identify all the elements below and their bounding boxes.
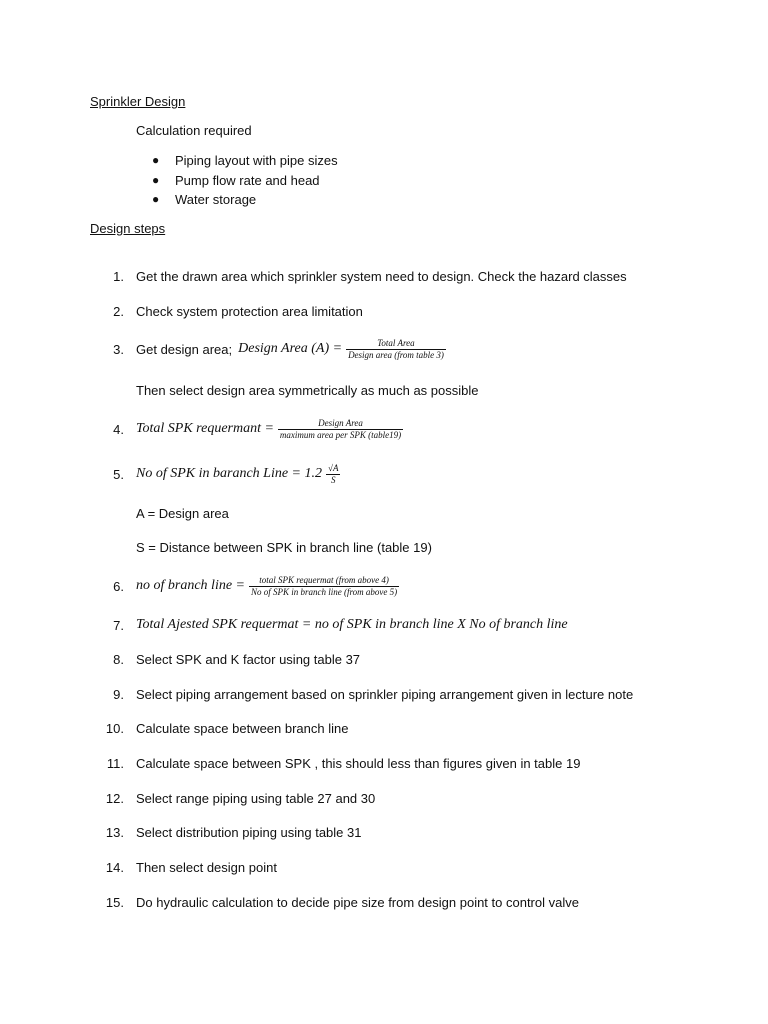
step-text: Select SPK and K factor using table 37 (136, 652, 361, 667)
step-number: 11. (106, 756, 124, 771)
calc-heading: Calculation required (136, 123, 252, 138)
step-text: Calculate space between SPK , this should less than figures given in table 19 (136, 756, 581, 771)
step-text: Check system protection area limitation (136, 304, 363, 319)
step-4-formula (136, 414, 403, 444)
bullet-icon: ● (152, 173, 160, 187)
step-number: 6. (113, 579, 124, 594)
step-text: Get the drawn area which sprinkler system need to design. Check the hazard classes (136, 269, 627, 284)
step-text: Get design area; (136, 341, 233, 357)
step-number: 15. (105, 895, 124, 910)
denominator: S (330, 474, 336, 485)
step-6-formula (136, 571, 399, 601)
fraction (346, 338, 446, 361)
step-text: Calculate space between branch line (136, 721, 349, 736)
formula-lhs: no of branch line = (136, 578, 245, 593)
step-number: 4. (113, 422, 124, 437)
step-number: 2. (113, 304, 124, 319)
step-text: Select distribution piping using table 31 (136, 825, 362, 840)
numerator: total SPK requermat (from above 4) (259, 574, 389, 585)
fraction (278, 418, 403, 441)
bullet-icon: ● (152, 153, 160, 167)
step-number: 8. (113, 652, 124, 667)
step-number: 14. (105, 860, 124, 875)
step-7-formula: Total Ajested SPK requermat = no of SPK in branch line X No of branch line (136, 617, 568, 632)
fraction (249, 575, 399, 598)
step-text: Do hydraulic calculation to decide pipe size from design point to control valve (136, 895, 579, 910)
step-number: 1. (113, 269, 124, 284)
formula-lhs: Total SPK requermant = (136, 421, 274, 436)
bullet-icon: ● (152, 192, 160, 206)
step-text: Then select design point (136, 860, 277, 875)
step-5-formula (136, 459, 340, 489)
step-text: Select piping arrangement based on sprinkler piping arrangement given in lecture note (136, 687, 634, 702)
step-text: Select range piping using table 27 and 30 (136, 791, 376, 806)
list-item: Piping layout with pipe sizes (175, 153, 338, 168)
step-number: 10. (105, 721, 124, 736)
fraction (326, 463, 340, 486)
page-title: Sprinkler Design (90, 94, 186, 109)
denominator: Design area (from table 3) (348, 349, 444, 360)
step-number: 12. (105, 791, 124, 806)
design-steps-heading: Design steps (90, 221, 166, 236)
numerator: Design Area (318, 417, 363, 428)
list-item: Water storage (175, 192, 257, 207)
denominator: No of SPK in branch line (from above 5) (251, 586, 398, 597)
numerator: Total Area (377, 337, 415, 348)
numerator: √A (328, 462, 339, 473)
denominator: maximum area per SPK (table19) (279, 429, 402, 440)
step-note: Then select design area symmetrically as much as possible (136, 383, 479, 398)
definition-a: A = Design area (136, 506, 229, 521)
step-number: 9. (113, 687, 124, 702)
step-number: 7. (113, 618, 124, 633)
step-number: 3. (113, 342, 124, 357)
step-number: 5. (113, 467, 124, 482)
formula-lhs: No of SPK in baranch Line = 1.2 (136, 466, 323, 481)
definition-s: S = Distance between SPK in branch line (table 19) (136, 540, 432, 555)
formula-lhs: Design Area (A) = (238, 341, 343, 356)
step-number: 13. (105, 825, 124, 840)
list-item: Pump flow rate and head (175, 173, 320, 188)
step-3-formula (136, 334, 446, 364)
